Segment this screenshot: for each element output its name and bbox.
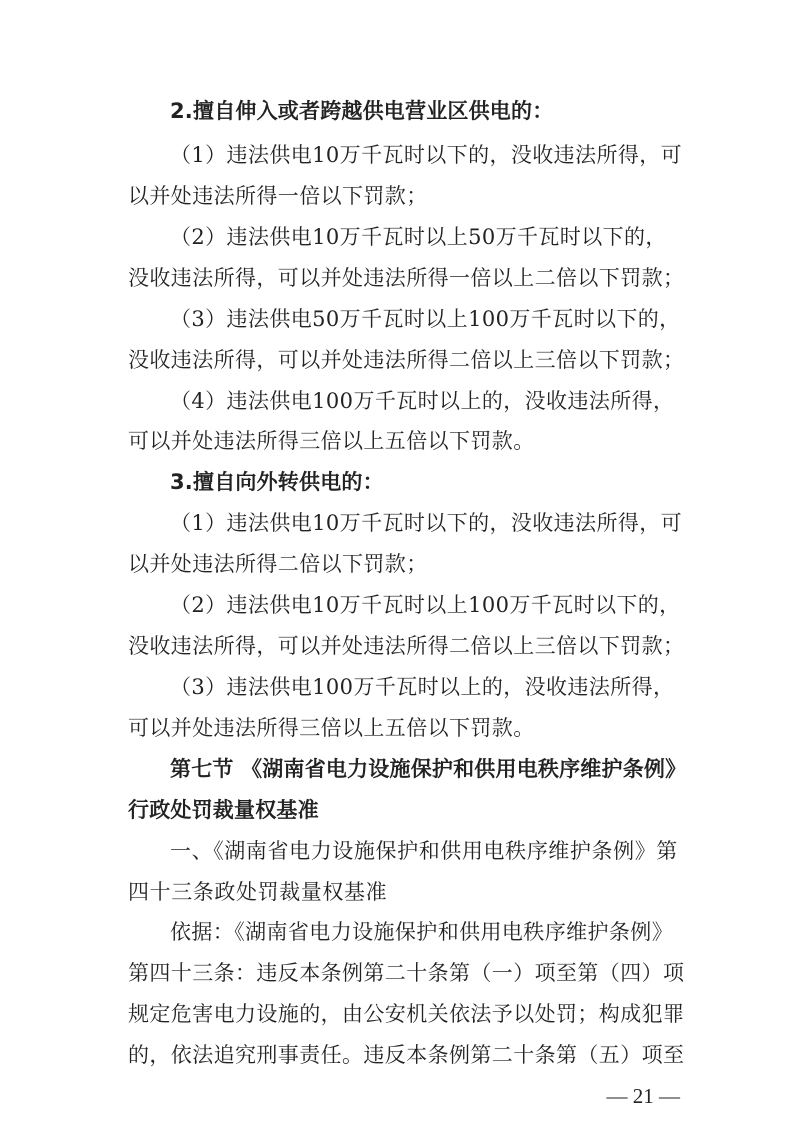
paragraph-line: 可以并处违法所得三倍以上五倍以下罚款。 bbox=[128, 716, 535, 740]
paragraph-line: （3）违法供电50万千瓦时以上100万千瓦时以下的， bbox=[170, 307, 681, 331]
subsection-heading-continued: 四十三条政处罚裁量权基准 bbox=[128, 880, 388, 904]
paragraph-line: 没收违法所得，可以并处违法所得二倍以上三倍以下罚款； bbox=[128, 634, 685, 658]
heading-item-3: 3.擅自向外转供电的： bbox=[170, 470, 384, 494]
paragraph-line: （2）违法供电10万千瓦时以上100万千瓦时以下的， bbox=[170, 593, 681, 617]
paragraph-line: 没收违法所得，可以并处违法所得二倍以上三倍以下罚款； bbox=[128, 348, 685, 372]
paragraph-line: 没收违法所得，可以并处违法所得一倍以上二倍以下罚款； bbox=[128, 266, 685, 290]
basis-paragraph-line: 规定危害电力设施的，由公安机关依法予以处罚；构成犯罪 bbox=[128, 1002, 685, 1026]
basis-paragraph-line: 的，依法追究刑事责任。违反本条例第二十条第（五）项至 bbox=[128, 1043, 685, 1067]
basis-paragraph-line: 依据：《湖南省电力设施保护和供用电秩序维护条例》 bbox=[170, 920, 674, 944]
page-number: — 21 — bbox=[606, 1084, 680, 1108]
paragraph-line: （1）违法供电10万千瓦时以下的，没收违法所得，可 bbox=[170, 143, 683, 167]
section-heading-continued: 行政处罚裁量权基准 bbox=[128, 798, 319, 822]
basis-paragraph-line: 第四十三条：违反本条例第二十条第（一）项至第（四）项 bbox=[128, 961, 685, 985]
heading-item-2: 2.擅自伸入或者跨越供电营业区供电的： bbox=[170, 99, 554, 123]
paragraph-line: （1）违法供电10万千瓦时以下的，没收违法所得，可 bbox=[170, 511, 683, 535]
paragraph-line: （2）违法供电10万千瓦时以上50万千瓦时以下的， bbox=[170, 225, 667, 249]
paragraph-line: 以并处违法所得一倍以下罚款； bbox=[128, 184, 428, 208]
paragraph-line: 可以并处违法所得三倍以上五倍以下罚款。 bbox=[128, 429, 535, 453]
subsection-heading: 一、《湖南省电力设施保护和供用电秩序维护条例》第 bbox=[170, 839, 678, 863]
section-heading: 第七节 《湖南省电力设施保护和供用电秩序维护条例》 bbox=[170, 757, 687, 781]
paragraph-line: （3）违法供电100万千瓦时以上的，没收违法所得， bbox=[170, 675, 675, 699]
paragraph-line: 以并处违法所得二倍以下罚款； bbox=[128, 552, 428, 576]
paragraph-line: （4）违法供电100万千瓦时以上的，没收违法所得， bbox=[170, 389, 675, 413]
